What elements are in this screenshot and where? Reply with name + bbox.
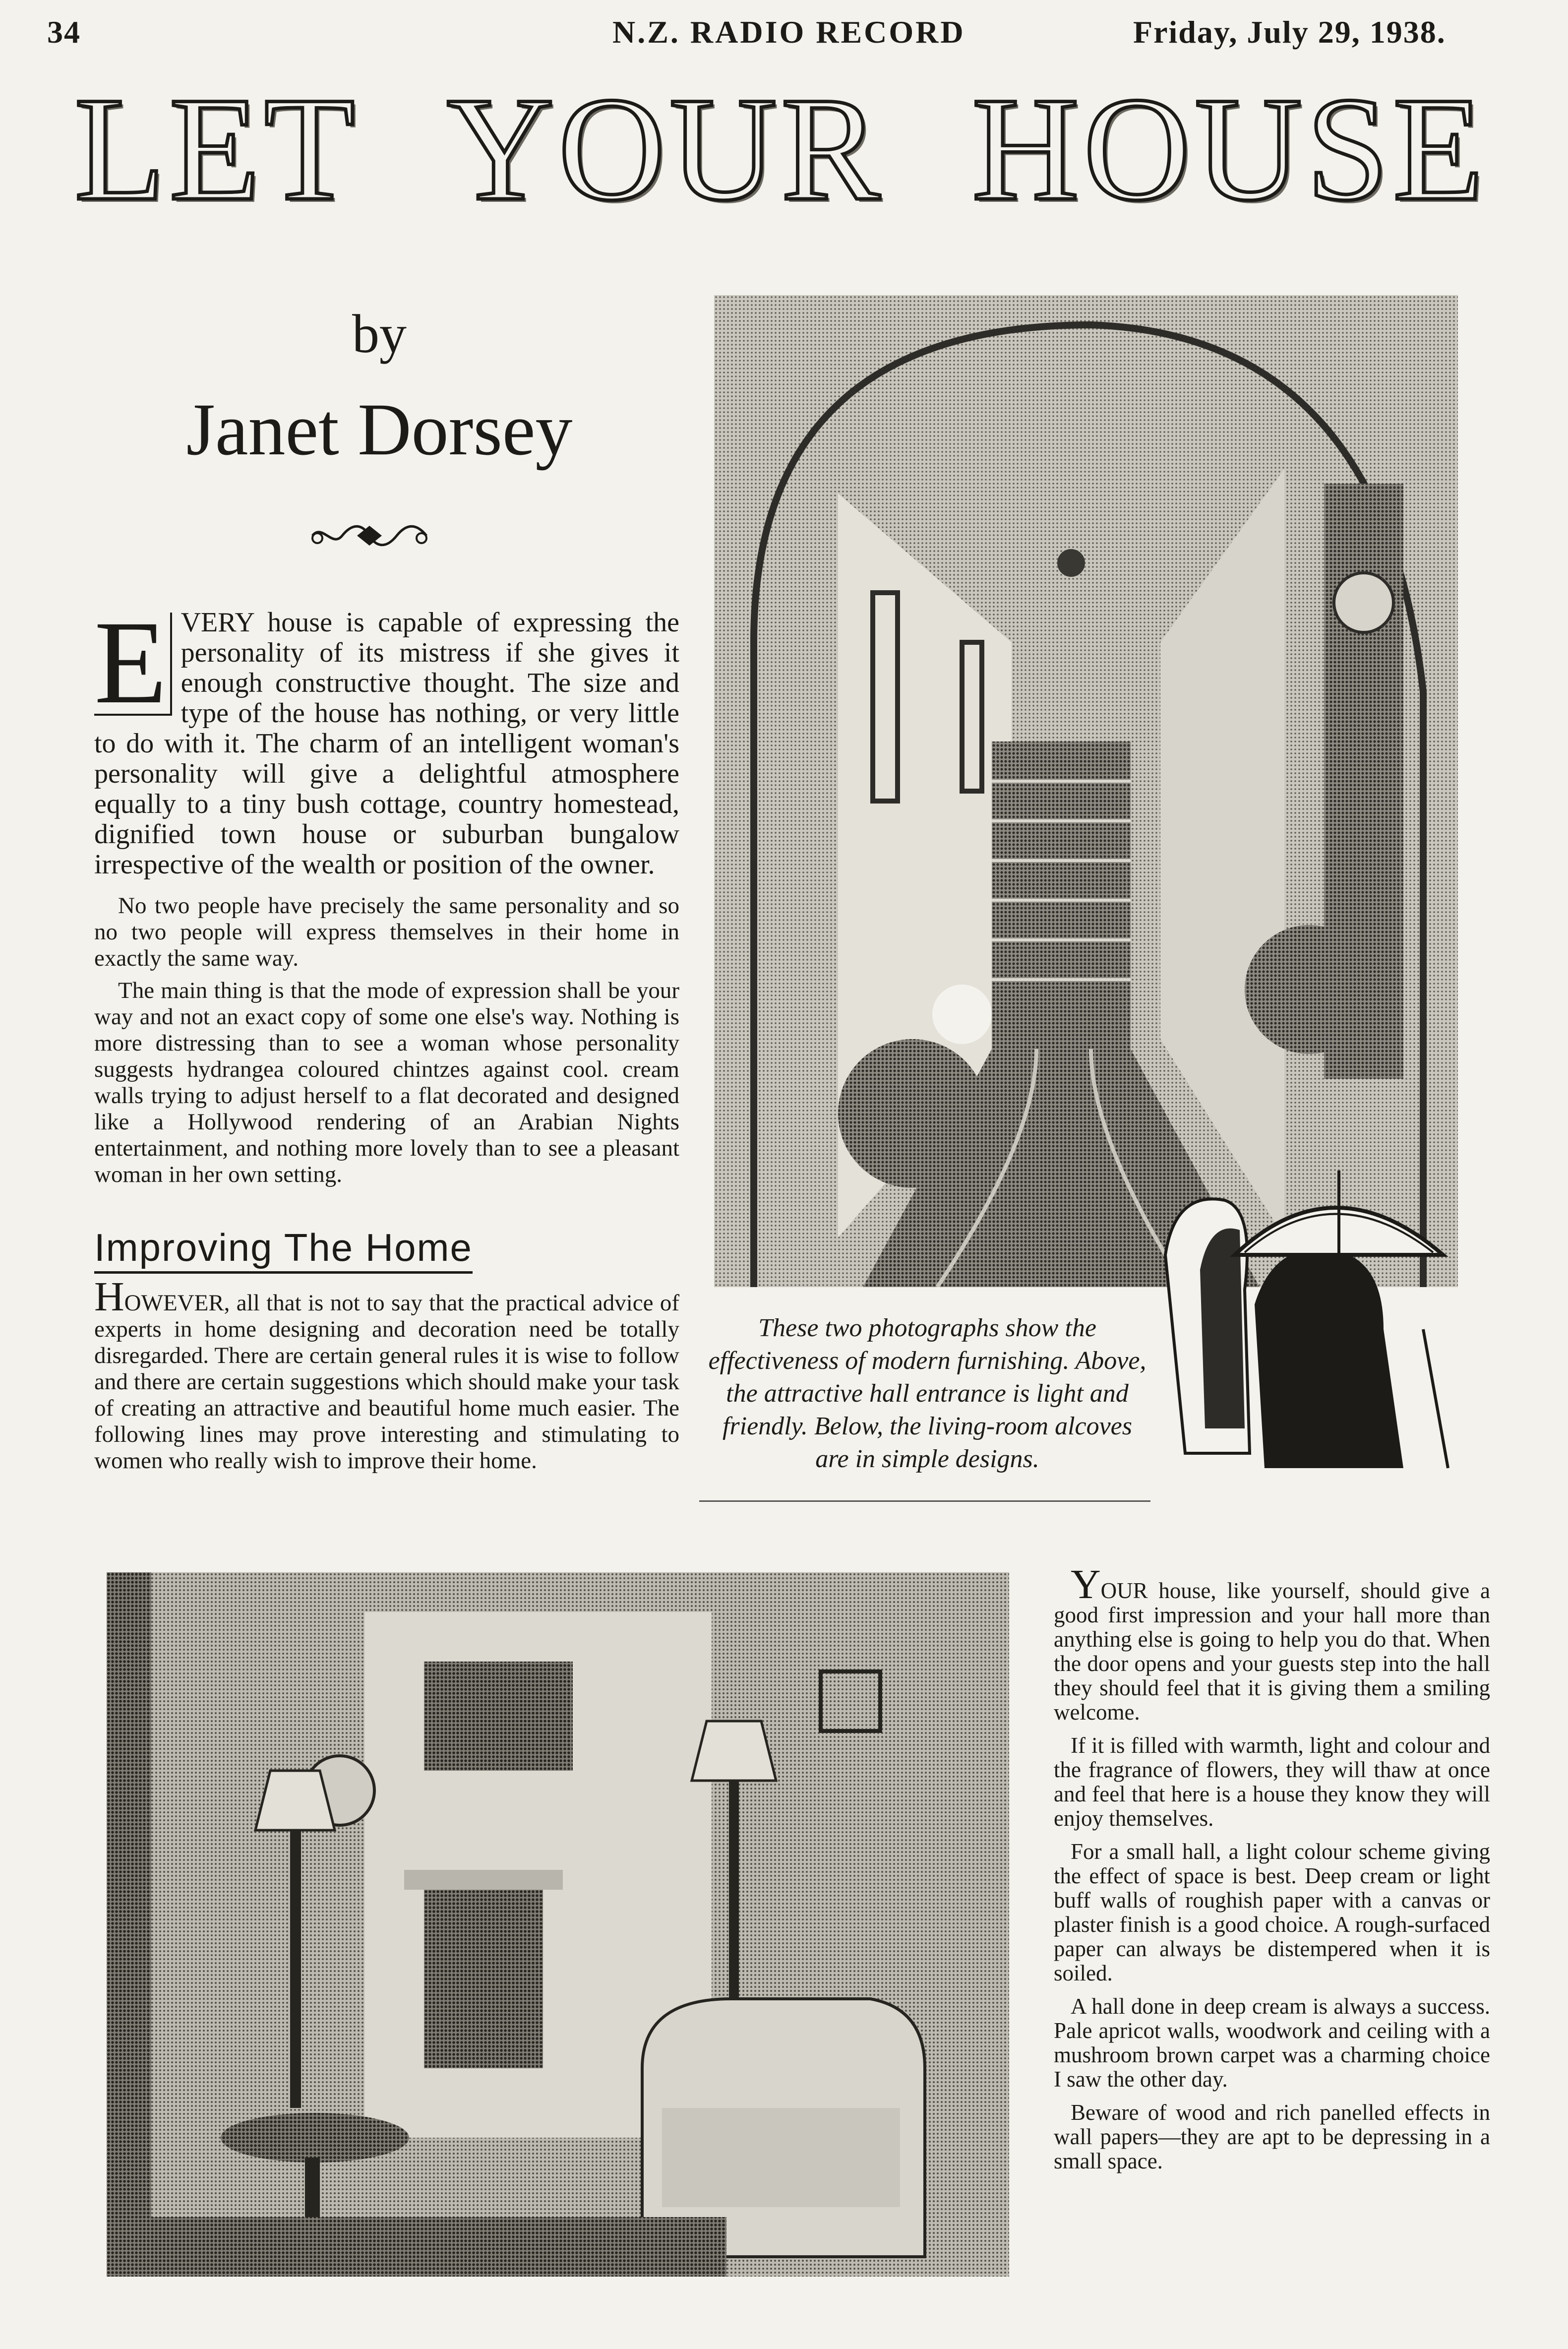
headline-word: LET [74, 66, 359, 231]
body-paragraph: The main thing is that the mode of expression shall be your way and not an exact copy of some one else's way. Nothing is more distressing than to see a woman whose personality suggests hydrangea coloured chintzes against cool. cream walls trying to adjust herself to a flat decorated and designed like a Hollywood rendering of an Arabian Nights entertainment, and nothing more lovely than to see a pleasant woman in her own setting. [94, 978, 679, 1187]
headline-word: YOUR [446, 66, 884, 231]
drop-cap: E [94, 613, 172, 716]
section-paragraph [94, 1274, 679, 1480]
issue-date: Friday, July 29, 1938. [1133, 14, 1446, 50]
right-lead-text: OUR house, like yourself, should give a good first impression and your hall more than anything else is going to help you do that. When the door opens and your guests step into the hall they should feel that it is giving them a smiling welcome. [1054, 1578, 1490, 1725]
initial-cap: H [94, 1274, 124, 1320]
page-number: 34 [47, 14, 81, 50]
photo-caption: These two photographs show the effectiveness of modern furnishing. Above, the attractive hall entrance is light and friendly. Below, the living-room alcoves are in simple designs. [708, 1314, 1146, 1473]
byline-author: Janet Dorsey [186, 388, 573, 471]
right-column-text [1054, 1561, 1490, 2182]
body-paragraph: Beware of wood and rich panelled effects in wall papers—they are apt to be depressing in a small space. [1054, 2100, 1490, 2173]
headline [74, 66, 1488, 231]
headline-word: HOUSE [971, 66, 1488, 231]
body-paragraph: If it is filled with warmth, light and colour and the fragrance of flowers, they will thaw at once and feel that here is a house they know they will enjoy themselves. [1054, 1733, 1490, 1831]
living-room-photo [107, 1572, 1009, 2277]
body-paragraph: A hall done in deep cream is always a success. Pale apricot walls, woodwork and ceiling with a mushroom brown carpet was a charming choice I saw the other day. [1054, 1994, 1490, 2092]
section-lead-text: OWEVER, all that is not to say that the practical advice of experts in home designing and decoration need be totally disregarded. There are certain general rules it is wise to follow and there are certain suggestions which should make your task of creating an attractive and beautiful home much easier. The following lines may prove interesting and stimulating to women who really wish to improve their home. [94, 1290, 679, 1474]
intro-paragraph [94, 596, 679, 886]
caption-rule [699, 1500, 1150, 1502]
publication-name: N.Z. RADIO RECORD [612, 14, 965, 50]
ornament-flourish-icon [307, 518, 431, 553]
initial-cap: Y [1071, 1561, 1101, 1607]
intro-body [94, 893, 679, 1194]
intro-lead-text: VERY house is capable of expressing the personality of its mistress if she gives it enough constructive thought. The size and type of the house has nothing, or very little to do with it. The charm of an intelligent woman's personality will give a delightful atmosphere equally to a tiny bush cottage, country homestead, dignified town house or suburban bungalow irrespective of the wealth or position of the owner. [94, 607, 679, 880]
byline-by: by [352, 304, 407, 364]
body-paragraph: For a small hall, a light colour scheme giving the effect of space is best. Deep cream or light buff walls of roughish paper with a canvas or plaster finish is a good choice. A rough-surfaced paper can always be distempered when it is soiled. [1054, 1839, 1490, 1985]
body-paragraph: No two people have precisely the same personality and so no two people will express themselves in their home in exactly the same way. [94, 893, 679, 971]
section-subheading: Improving The Home [94, 1225, 473, 1274]
umbrella-figures-illustration [1126, 1131, 1473, 1478]
